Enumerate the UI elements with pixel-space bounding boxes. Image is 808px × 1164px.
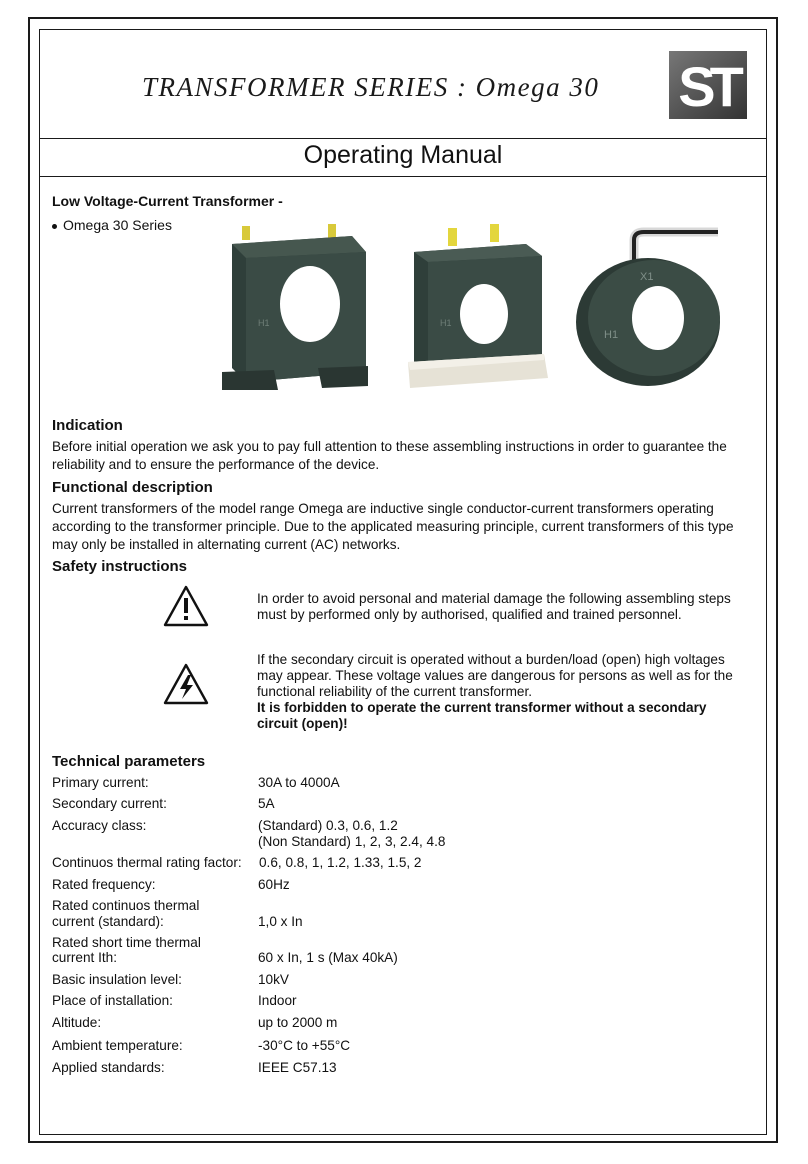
logo-text: ST <box>678 55 738 118</box>
indication-line: Before initial operation we ask you to pay full attention to these assembling instructions in order to guarantee the <box>52 439 727 454</box>
safety-text-general <box>257 591 747 623</box>
param-value: 1,0 x In <box>258 914 303 929</box>
param-label: Rated short time thermal <box>52 935 201 950</box>
st-logo <box>669 51 747 119</box>
safety-line: In order to avoid personal and material damage the following assembling steps <box>257 591 731 606</box>
mark-h1: H1 <box>258 318 270 328</box>
param-value: Indoor <box>258 993 297 1008</box>
param-value: up to 2000 m <box>258 1015 338 1030</box>
safety-line: may appear. These voltage values are dangerous for persons as well as for the <box>257 668 733 683</box>
safety-warning-bold: It is forbidden to operate the current transformer without a secondary <box>257 700 707 715</box>
mark-h1-3: H1 <box>604 329 619 341</box>
series-title: TRANSFORMER SERIES : Omega 30 <box>142 72 600 102</box>
high-voltage-icon <box>162 662 210 706</box>
functional-text <box>52 500 752 554</box>
bullet-item <box>52 217 172 233</box>
param-label: Rated frequency: <box>52 877 156 892</box>
param-label: Basic insulation level: <box>52 972 182 987</box>
safety-line: If the secondary circuit is operated without a burden/load (open) high voltages <box>257 652 725 667</box>
param-label: Continuos thermal rating factor: <box>52 855 242 870</box>
param-label: Primary current: <box>52 775 149 790</box>
bullet-dot <box>52 224 57 229</box>
transformer-image-1 <box>218 222 373 392</box>
param-label: Altitude: <box>52 1015 102 1030</box>
safety-text-voltage <box>257 652 747 732</box>
safety-heading: Safety instructions <box>52 558 188 575</box>
indication-text <box>52 438 752 474</box>
param-value: IEEE C57.13 <box>258 1060 337 1075</box>
functional-line: may only be installed in alternating current (AC) networks. <box>52 537 401 552</box>
header-divider <box>39 138 767 139</box>
param-value: (Standard) 0.3, 0.6, 1.2 <box>258 818 398 833</box>
page-title: Operating Manual <box>303 141 503 169</box>
param-value: 60 x In, 1 s (Max 40kA) <box>258 950 398 965</box>
functional-line: Current transformers of the model range Omega are inductive single conductor-current transformers operating <box>52 501 714 516</box>
product-subtitle: Low Voltage-Current Transformer - <box>52 193 283 209</box>
indication-line: reliability and to ensure the performance of the device. <box>52 457 380 472</box>
param-value: (Non Standard) 1, 2, 3, 2.4, 4.8 <box>258 834 446 849</box>
param-label: Rated continuos thermal <box>52 898 200 913</box>
param-value: 0.6, 0.8, 1, 1.2, 1.33, 1.5, 2 <box>259 855 422 870</box>
safety-warning-bold: circuit (open)! <box>257 716 348 731</box>
title-divider <box>39 176 767 177</box>
param-label: Applied standards: <box>52 1060 165 1075</box>
bullet-text: Omega 30 Series <box>63 217 172 233</box>
param-value: -30°C to +55°C <box>258 1038 351 1053</box>
mark-h1-2: H1 <box>440 318 452 328</box>
param-value: 30A to 4000A <box>258 775 340 790</box>
param-label: Place of installation: <box>52 993 173 1008</box>
functional-line: according to the transformer principle. Due to the applicated measuring principle, current transformers of this type <box>52 519 734 534</box>
param-label: current Ith: <box>52 950 117 965</box>
functional-heading: Functional description <box>52 479 213 496</box>
warning-triangle-icon <box>162 584 210 628</box>
param-label: Secondary current: <box>52 796 167 811</box>
mark-x1: X1 <box>640 271 654 283</box>
param-label: Accuracy class: <box>52 818 147 833</box>
safety-line: functional reliability of the current transformer. <box>257 684 533 699</box>
param-label: Ambient temperature: <box>52 1038 183 1053</box>
safety-line: must by performed only by authorised, qualified and trained personnel. <box>257 607 682 622</box>
indication-heading: Indication <box>52 417 123 434</box>
transformer-image-3 <box>574 222 749 392</box>
param-value: 10kV <box>258 972 289 987</box>
transformer-image-2 <box>402 222 552 392</box>
param-value: 5A <box>258 796 275 811</box>
param-label: current (standard): <box>52 914 164 929</box>
param-value: 60Hz <box>258 877 290 892</box>
technical-heading: Technical parameters <box>52 753 206 770</box>
